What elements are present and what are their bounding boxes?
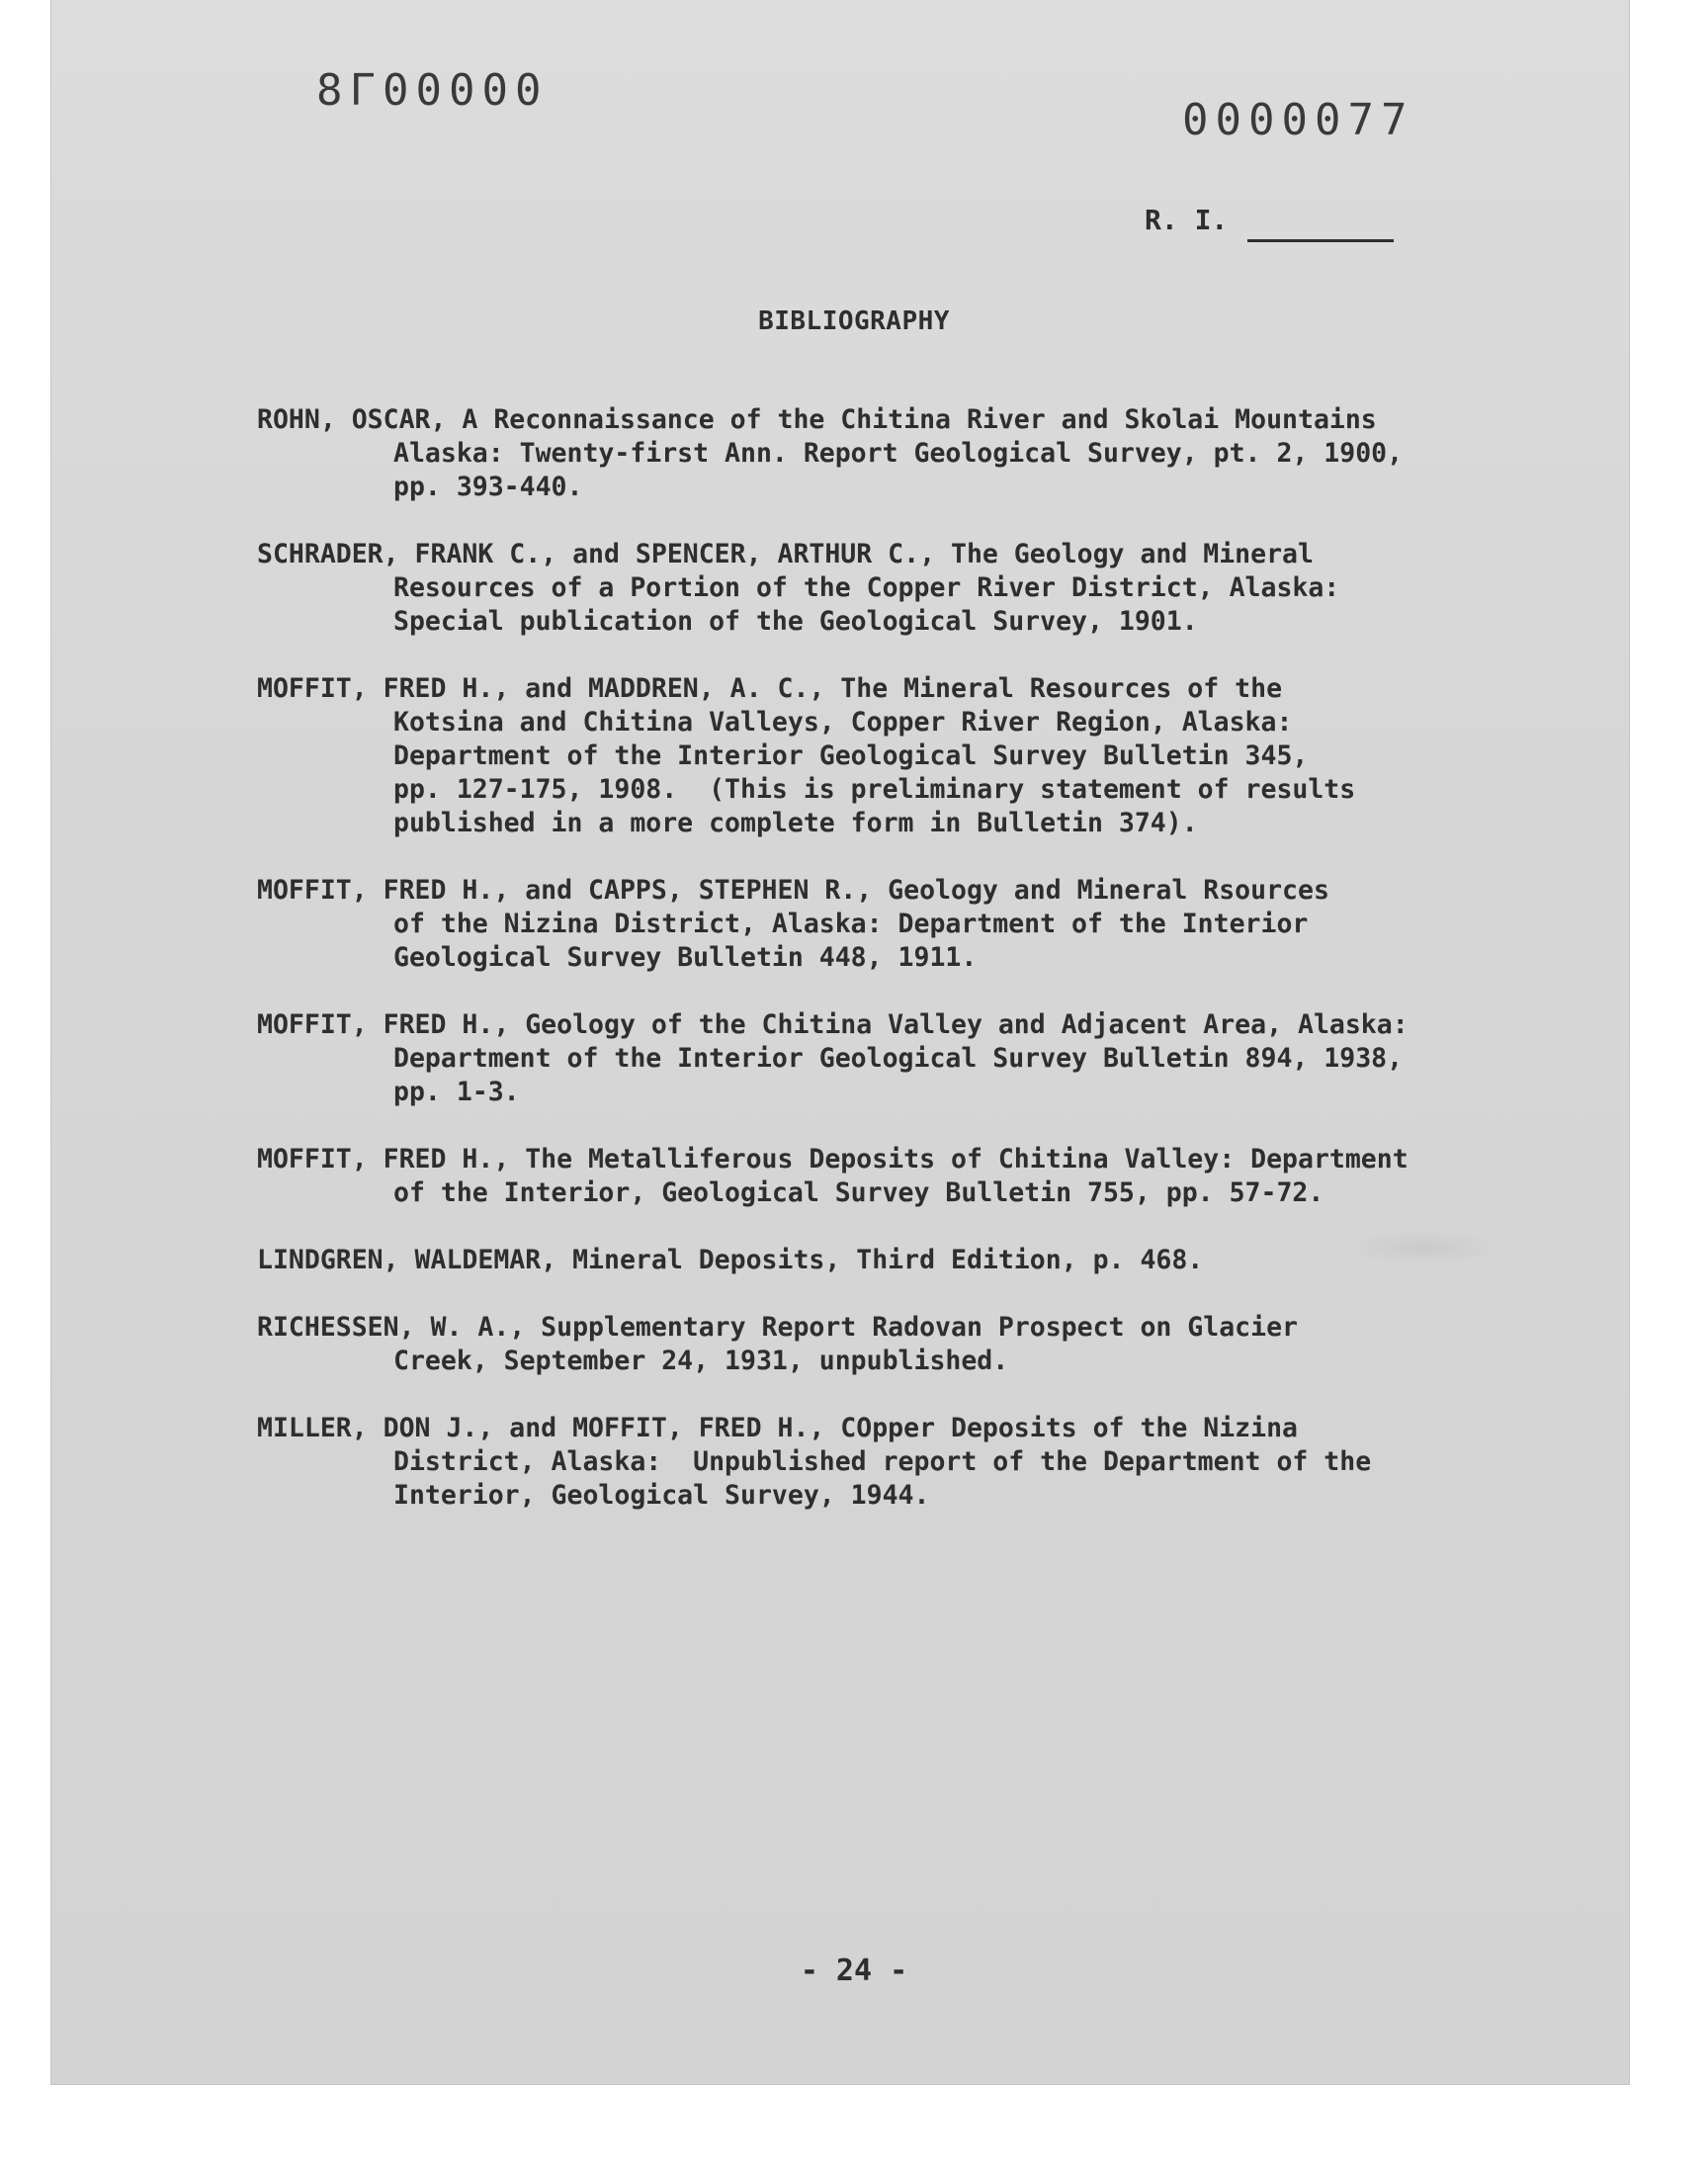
bibliography-entry-line: LINDGREN, WALDEMAR, Mineral Deposits, Third Edition, p. 468.: [257, 1245, 1204, 1275]
bibliography-entry-line: Interior, Geological Survey, 1944.: [393, 1480, 930, 1511]
bibliography-entry-line: SCHRADER, FRANK C., and SPENCER, ARTHUR C., The Geology and Mineral: [257, 539, 1314, 569]
bibliography-entry-line: MOFFIT, FRED H., The Metalliferous Deposits of Chitina Valley: Department: [257, 1144, 1409, 1174]
bibliography-entry-line: MOFFIT, FRED H., and CAPPS, STEPHEN R., Geology and Mineral Rsources: [257, 875, 1329, 906]
page-title: BIBLIOGRAPHY: [758, 306, 950, 336]
bibliography-entry: [257, 1008, 1483, 1109]
bibliography-entry: [257, 672, 1483, 840]
bibliography-entry-line: Kotsina and Chitina Valleys, Copper River Region, Alaska:: [393, 707, 1293, 738]
document-number-stamp-right: 0000077: [1182, 95, 1414, 145]
bibliography-entry-line: pp. 1-3.: [393, 1077, 520, 1107]
bibliography-entry: [257, 874, 1483, 975]
page-number: - 24 -: [800, 1954, 908, 1988]
bibliography-entry-line: Creek, September 24, 1931, unpublished.: [393, 1346, 1009, 1376]
ri-label: R. I.: [1145, 204, 1229, 236]
bibliography-list: [257, 403, 1483, 1546]
ri-blank-line: [1247, 239, 1394, 242]
bibliography-entry-line: Department of the Interior Geological Survey Bulletin 894, 1938,: [393, 1043, 1404, 1074]
document-number-stamp-left: 8Г00000: [316, 65, 549, 116]
bibliography-entry-line: MOFFIT, FRED H., Geology of the Chitina Valley and Adjacent Area, Alaska:: [257, 1009, 1409, 1040]
bibliography-entry: [257, 1311, 1483, 1378]
bibliography-entry-line: District, Alaska: Unpublished report of the Department of the: [393, 1446, 1372, 1477]
bibliography-entry-line: Alaska: Twenty-first Ann. Report Geological Survey, pt. 2, 1900,: [393, 438, 1404, 469]
bibliography-entry-line: MILLER, DON J., and MOFFIT, FRED H., COpper Deposits of the Nizina: [257, 1413, 1298, 1443]
bibliography-entry-line: ROHN, OSCAR, A Reconnaissance of the Chitina River and Skolai Mountains: [257, 404, 1377, 435]
bibliography-entry-line: Geological Survey Bulletin 448, 1911.: [393, 942, 978, 973]
bibliography-entry: [257, 1143, 1483, 1210]
bibliography-entry: [257, 1412, 1483, 1513]
bibliography-entry-line: MOFFIT, FRED H., and MADDREN, A. C., The Mineral Resources of the: [257, 673, 1283, 704]
bibliography-entry-line: RICHESSEN, W. A., Supplementary Report Radovan Prospect on Glacier: [257, 1312, 1298, 1343]
bibliography-entry-line: pp. 393-440.: [393, 472, 583, 502]
bibliography-entry: [257, 1244, 1483, 1277]
bibliography-entry-line: Special publication of the Geological Survey, 1901.: [393, 606, 1198, 637]
bibliography-entry-line: of the Nizina District, Alaska: Department of the Interior: [393, 909, 1309, 939]
bibliography-entry-line: Department of the Interior Geological Survey Bulletin 345,: [393, 740, 1309, 771]
bibliography-entry-line: published in a more complete form in Bulletin 374).: [393, 808, 1198, 838]
scan-smudge: [1344, 1230, 1502, 1265]
bibliography-entry-line: Resources of a Portion of the Copper River District, Alaska:: [393, 572, 1340, 603]
bibliography-entry: [257, 538, 1483, 639]
bibliography-entry-line: of the Interior, Geological Survey Bulletin 755, pp. 57-72.: [393, 1177, 1324, 1208]
bibliography-entry-line: pp. 127-175, 1908. (This is preliminary statement of results: [393, 774, 1356, 805]
bibliography-entry: [257, 403, 1483, 504]
